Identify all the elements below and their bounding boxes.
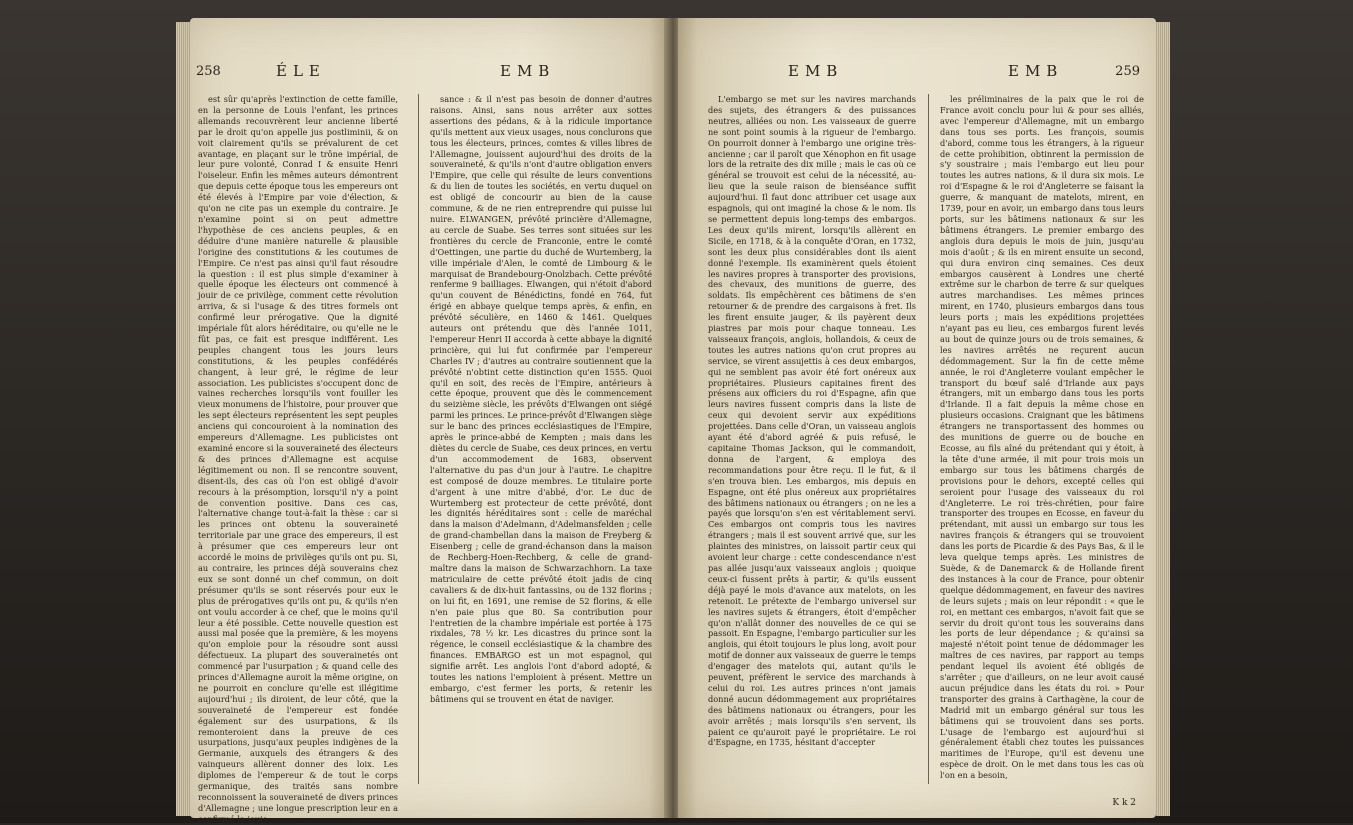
left-page-column-1: [198, 94, 398, 824]
left-header-left-word: ÉLE: [276, 62, 326, 80]
right-column-rule: [928, 94, 929, 784]
left-page-number: 258: [196, 64, 221, 79]
right-page-number: 259: [1115, 64, 1140, 79]
right-page: [678, 18, 1156, 818]
left-column-1-text: est sûr qu'après l'extinction de cette famille, en la personne de Louis l'enfant, les princes allemands recouvrèrent leur ancienne liberté par le droit qu'on appelle jus postliminii, & on voit clairement qu'ils se prévalurent de cet avantage, en plaçant sur le trône impérial, de leur pure volonté, Conrad I & ensuite Henri l'oiseleur. Enfin les mêmes auteurs démontrent que depuis cette époque tous les empereurs ont été élevés à l'Empire par voie d'élection, & qu'on ne cite pas un exemple du contraire. Je n'examine point si on peut admettre l'hypothèse de ces anciens peuples, & en déduire d'une manière naturelle & plausible l'origine des constitutions & les coutumes de l'Empire. Ce n'est pas ainsi qu'il faut résoudre la question : il est plus simple d'examiner à quelle époque les électeurs ont commencé à jouir de ce privilège, comment cette révolution arriva, & si l'usage & des titres formels ont confirmé leur prérogative. Que la dignité impériale fût alors héréditaire, ou qu'elle ne le fût pas, ce fait est presque indifférent. Les peuples changent tous les jours leurs constitutions, & les peuples confédérés changent, à leur gré, le régime de leur association. Les publicistes s'occupent donc de vaines recherches lorsqu'ils vont fouiller les vieux monumens de l'histoire, pour prouver que les sept électeurs représentent les sept peuples anciens qui concouroient à la nomination des empereurs d'Allemagne. Les publicistes ont examiné encore si la souveraineté des électeurs & des princes d'Allemagne est acquise légitimement ou non. Il se rencontre souvent, disent-ils, des cas où l'on est obligé d'avoir recours à la présomption, lorsqu'il n'y a point de convention positive. Dans ces cas, l'alternative change tout-à-fait la thèse : car si les princes ont obtenu la souveraineté territoriale par une grace des empereurs, il est à présumer que ces empereurs leur ont accordé le moins de privilèges qu'ils ont pu. Si, au contraire, les princes déjà souverains chez eux se sont donné un chef commun, on doit présumer qu'ils se sont réservés pour eux le plus de prérogatives qu'ils ont pu, & qu'ils n'en ont voulu accorder à ce chef, que le moins qu'il leur a été possible. Cette nouvelle question est aussi mal posée que la première, & les moyens qu'on emploie pour la résoudre sont aussi défectueux. La plupart des souverainetés ont commencé par l'usurpation ; & quand celle des princes d'Allemagne auroit la même origine, on ne pourroit en conclure qu'elle est illégitime aujourd'hui ; ils diroient, de leur côté, que la souveraineté de l'empereur est fondée également sur des usurpations, & ils remonteroient dans la preuve de ces usurpations, jusqu'aux peuples indigènes de la Germanie, auxquels des étrangers & des vainqueurs allèrent donner des loix. Les diplomes de l'empereur & de tout le corps germanique, des traités sans nombre reconnoissent la souveraineté de divers princes d'Allemagne ; une longue prescription leur en a confirmé la jouis-: [198, 94, 398, 824]
left-page-column-2: [430, 94, 652, 794]
left-column-2-text: sance : & il n'est pas besoin de donner d'autres raisons. Ainsi, sans nous arrêter aux sottes assertions des pédans, & à la ridicule importance qu'ils mettent aux vieux usages, nous conclurons que tous les électeurs, princes, comtes & villes libres de l'Allemagne, jouissent aujourd'hui des droits de la souveraineté, & qu'ils n'ont d'autre obligation envers l'Empire, que celle qui résulte de leurs conventions & du lien de toutes les sociétés, en vertu duquel on est obligé de concourir au bien de la cause commune, & de ne rien entreprendre qui puisse lui nuire. ELWANGEN, prévôté princière d'Allemagne, au cercle de Suabe. Ses terres sont situées sur les frontières du cercle de Franconie, entre le comté d'Oettingen, une partie du duché de Wurtemberg, la ville impériale d'Alen, le comté de Limbourg & le marquisat de Brandebourg-Onolzbach. Cette prévôté renferme 9 bailliages. Elwangen, qui n'étoit d'abord qu'un couvent de Bénédictins, fondé en 764, fut érigé en abbaye quelque temps après, & enfin, en prévôté séculière, en 1460 & 1461. Quelques auteurs ont prétendu que dès l'année 1011, l'empereur Henri II accorda à cette abbaye la dignité princière, qui lui fut confirmée par l'empereur Charles IV ; d'autres au contraire soutiennent que la prévôté n'obtint cette distinction qu'en 1555. Quoi qu'il en soit, des recès de l'Empire, antérieurs à cette époque, prouvent que dès le commencement du seizième siècle, les prévôts d'Elwangen ont siégé parmi les princes. Le prince-prévôt d'Elwangen siège sur le banc des princes ecclésiastiques de l'Empire, après le prince-abbé de Kempten ; mais dans les diètes du cercle de Suabe, ces deux princes, en vertu d'un accommodement de 1683, observent l'alternative du pas d'un jour à l'autre. Le chapitre est composé de douze membres. Le titulaire porte d'argent à une mitre d'abbé, d'or. Le duc de Wurtemberg est protecteur de cette prévôté, dont les dignités héréditaires sont : celle de maréchal dans la maison d'Adelmann, d'Adelmansfelden ; celle de grand-chambellan dans la maison de Freyberg & Eisenberg ; celle de grand-échanson dans la maison de Rechberg-Hoen-Rechberg, & celle de grand-maître dans la maison de Schwarzachhorn. La taxe matriculaire de cette prévôté étoit jadis de cinq cavaliers & de dix-huit fantassins, ou de 132 florins ; on lui fit, en 1691, une remise de 52 florins, & elle n'en paie plus que 80. Sa contribution pour l'entretien de la chambre impériale est portée à 175 rixdales, 78 ½ kr. Les dicastres du prince sont la régence, le conseil ecclésiastique & la chambre des finances. EMBARGO est un mot espagnol, qui signifie arrêt. Les anglois l'ont d'abord adopté, & toutes les nations l'emploient à présent. Mettre un embargo, c'est fermer les ports, & retenir les bâtimens qui se trouvent en état de naviger.: [430, 94, 652, 704]
right-column-1-text: L'embargo se met sur les navires marchands des sujets, des étrangers & des puissances neutres, alliées ou non. Les vaisseaux de guerre ne sont point soumis à la rigueur de l'embargo. On pourroit donner à l'embargo une origine très-ancienne ; car il paroît que Xénophon en fit usage lors de la retraite des dix mille ; mais le cas où ce général se trouvoit est celui de la nécessité, au-lieu que la seule raison de bienséance suffit aujourd'hui. Il faut donc attribuer cet usage aux espagnols, qui ont imaginé la chose & le nom. Ils se permettent depuis long-temps des embargos. Les deux qu'ils mirent, lorsqu'ils allèrent en Sicile, en 1718, & à la conquête d'Oran, en 1732, sont les deux plus considérables dont ils aient donné l'exemple. Ils examinèrent quels étoient les navires propres à transporter des provisions, des chevaux, des munitions de guerre, des soldats. Ils empêchèrent ces bâtimens de s'en retourner & de prendre des cargaisons à fret. Ils les firent ensuite jauger, & ils payèrent deux piastres par mois pour chaque tonneau. Les vaisseaux françois, anglois, hollandois, & ceux de toutes les autres nations qu'on crut propres au service, se virent assujettis à ces deux embargos, qui ne semblent pas avoir été fort onéreux aux propriétaires. Plusieurs capitaines firent des présens aux officiers du roi d'Espagne, afin que leurs navires fussent compris dans la liste de ceux qui devoient servir aux expéditions projettées. Dans celle d'Oran, un vaisseau anglois ayant été d'abord agréé & puis refusé, le capitaine Thomas Jackson, qui le commandoit, donna de l'argent, & employa des recommandations pour être reçu. Il le fut, & il s'en trouva bien. Les embargos, mis depuis en Espagne, ont été plus onéreux aux propriétaires des bâtimens nationaux ou étrangers ; on ne les a payés que lorsqu'on s'en est véritablement servi. Ces embargos ont compris tous les navires étrangers ; mais il est souvent arrivé que, sur les plaintes des ministres, on laissoit partir ceux qui avoient leur charge : cette condescendance n'est pas allée jusqu'aux vaisseaux anglois ; quoique ceux-ci fussent prêts à partir, & qu'ils eussent déjà payé le mois d'avance aux matelots, on les retenoit. Le prétexte de l'embargo universel sur les navires sujets & étrangers, étoit d'empêcher qu'on n'allât donner des nouvelles de ce qui se passoit. En Espagne, l'embargo particulier sur les anglois, qui étoit toujours le plus long, avoit pour motif de donner aux vaisseaux de guerre le temps d'engager des matelots qui, autant qu'ils le peuvent, préfèrent le service des marchands à celui du roi. Les autres princes n'ont jamais donné aucun dédommagement aux propriétaires des bâtimens nationaux ou étrangers, pour les avoir arrêtés ; mais lorsqu'ils s'en servent, ils paient ce qu'auroit payé le propriétaire. Le roi d'Espagne, en 1735, hésitant d'accepter: [708, 94, 916, 748]
right-column-2-text: les préliminaires de la paix que le roi de France avoit conclu pour lui & pour ses alliés, avec l'empereur d'Allemagne, mit un embargo dans tous ses ports. Les françois, soumis d'abord, comme tous les étrangers, à la rigueur de cette prohibition, obtinrent la permission de s'y soustraire ; mais l'embargo eut lieu pour toutes les autres nations, & il dura six mois. Le roi d'Espagne & le roi d'Angleterre se faisant la guerre, & manquant de matelots, mirent, en 1739, pour en avoir, un embargo dans tous leurs ports, sur les bâtimens nationaux & sur les bâtimens étrangers. Le premier embargo des anglois dura depuis le mois de juin, jusqu'au mois d'août ; & ils en mirent ensuite un second, qui dura environ cinq semaines. Ces deux embargos causèrent à Londres une cherté extrême sur le charbon de terre & sur quelques autres marchandises. Les mêmes princes mirent, en 1740, plusieurs embargos dans tous leurs ports ; mais les expéditions projettées n'ayant pas eu lieu, ces embargos furent levés au bout de quinze jours ou de trois semaines, & les navires arrêtés ne reçurent aucun dédommagement. Sur la fin de cette même année, le roi d'Angleterre voulant empêcher le transport du bœuf salé d'Irlande aux pays étrangers, mit un embargo dans tous les ports d'Irlande. Il a fait depuis la même chose en plusieurs occasions. Craignant que les bâtimens étrangers ne transportassent des hommes ou des munitions de guerre ou de bouche en Ecosse, au fils aîné du prétendant qui y étoit, à la tête d'une armée, il mit pour trois mois un embargo sur tous les bâtimens chargés de provisions pour le dehors, excepté celles qui seroient pour l'usage des vaisseaux du roi d'Angleterre. Le roi très-chrétien, pour faire transporter des troupes en Ecosse, en faveur du prétendant, mit aussi un embargo sur tous les navires françois & étrangers qui se trouvoient dans les ports de Picardie & des Pays Bas, & il le leva quelque temps après. Les ministres de Suède, & de Danemarck & de Hollande firent des instances à la cour de France, pour obtenir quelque dédommagement, en faveur des navires de leurs sujets ; mais on leur répondit : « que le roi, en mettant ces embargos, n'avoit fait que se servir du droit qu'ont tous les souverains dans les ports de leur dépendance ; & qu'ainsi sa majesté n'étoit point tenue de dédommager les maîtres de ces navires, par rapport au temps pendant lequel ils avoient été obligés de s'arrêter ; que d'ailleurs, on ne leur avoit causé aucun préjudice dans les états du roi. » Pour transporter des grains à Carthagène, la cour de Madrid mit un embargo général sur tous les bâtimens qui se trouvoient dans ses ports. L'usage de l'embargo est aujourd'hui si généralement établi chez toutes les puissances maritimes de l'Europe, qu'il est devenu une espèce de droit. On le met dans tous les cas où l'on en a besoin,: [940, 94, 1144, 781]
right-header-left-word: EMB: [788, 62, 844, 80]
right-page-column-1: [708, 94, 916, 794]
left-page: [190, 18, 668, 824]
left-header-right-word: EMB: [500, 62, 556, 80]
right-page-edges: [1156, 22, 1170, 816]
right-page-header: [678, 62, 1156, 86]
left-page-header: [190, 62, 668, 86]
signature-mark: K k 2: [1112, 798, 1136, 808]
left-column-rule: [418, 94, 419, 784]
right-page-column-2: [940, 94, 1144, 794]
right-header-right-word: EMB: [1008, 62, 1064, 80]
